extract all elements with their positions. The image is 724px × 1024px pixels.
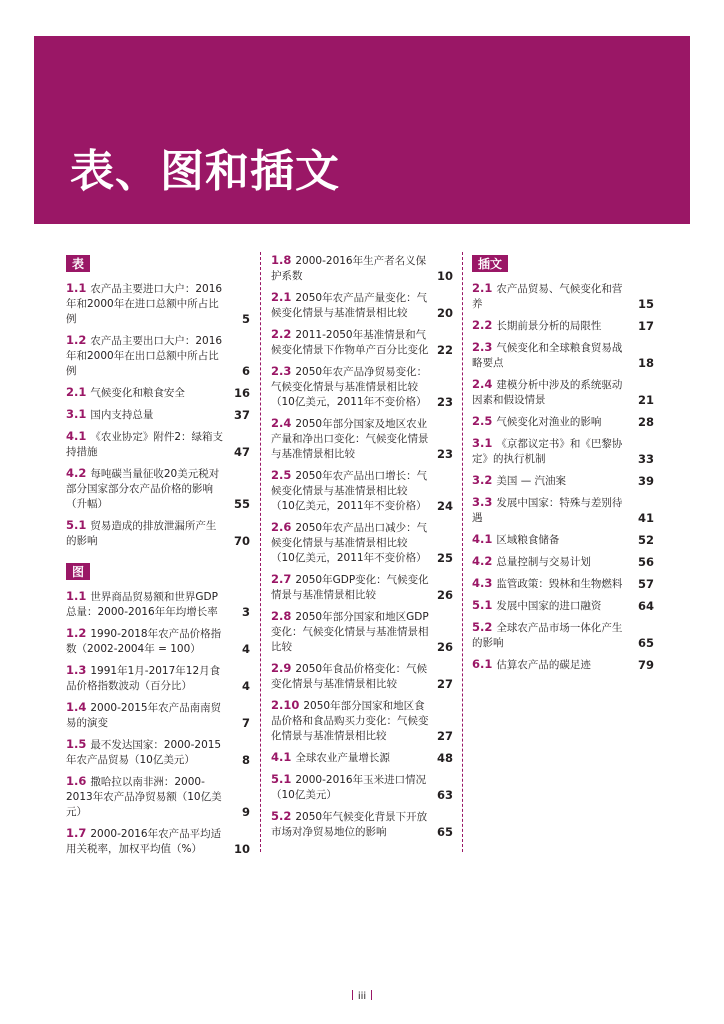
entry-title: 1991年1月-2017年12月食品价格指数波动（百分比） bbox=[66, 665, 221, 692]
entry-page-number: 55 bbox=[233, 497, 250, 511]
toc-column-2 bbox=[271, 253, 453, 846]
entry-page-number: 3 bbox=[241, 605, 250, 619]
entry-title: 发展中国家的进口融资 bbox=[496, 600, 602, 612]
entry-number: 4.3 bbox=[472, 576, 493, 590]
toc-entry[interactable] bbox=[66, 466, 250, 512]
entry-title: 2000-2015年农产品南南贸易的演变 bbox=[66, 702, 222, 729]
toc-entry[interactable] bbox=[66, 429, 250, 460]
toc-entry[interactable] bbox=[271, 698, 453, 744]
figures-list bbox=[66, 589, 250, 857]
toc-entry[interactable] bbox=[472, 473, 654, 489]
toc-entry[interactable] bbox=[66, 663, 250, 694]
entry-number: 2.8 bbox=[271, 609, 292, 623]
entry-title: 1990-2018年农产品价格指数（2002-2004年 = 100） bbox=[66, 628, 222, 655]
entry-number: 1.3 bbox=[66, 663, 87, 677]
entry-number: 2.10 bbox=[271, 698, 300, 712]
entry-page-number: 56 bbox=[637, 555, 654, 569]
entry-page-number: 17 bbox=[637, 319, 654, 333]
entry-number: 4.2 bbox=[66, 466, 87, 480]
entry-title: 2050年食品价格变化：气候变化情景与基准情景相比较 bbox=[271, 663, 428, 690]
entry-page-number: 23 bbox=[436, 447, 453, 461]
entry-page-number: 10 bbox=[233, 842, 250, 856]
entry-number: 1.7 bbox=[66, 826, 87, 840]
toc-entry[interactable] bbox=[271, 609, 453, 655]
entry-page-number: 16 bbox=[233, 386, 250, 400]
boxes-list bbox=[472, 281, 654, 673]
entry-number: 1.6 bbox=[66, 774, 87, 788]
entry-number: 4.1 bbox=[271, 750, 292, 764]
entry-title: 2050年农产品净贸易变化：气候变化情景与基准情景相比较（10亿美元，2011年不变价格） bbox=[271, 366, 428, 408]
entry-page-number: 64 bbox=[637, 599, 654, 613]
entry-title: 监管政策：毁林和生物燃料 bbox=[496, 578, 623, 590]
entry-title: 美国 — 汽油案 bbox=[496, 475, 567, 487]
entry-page-number: 65 bbox=[436, 825, 453, 839]
toc-entry[interactable] bbox=[66, 518, 250, 549]
entry-title: 2050年农产品产量变化：气候变化情景与基准情景相比较 bbox=[271, 292, 428, 319]
entry-title: 总量控制与交易计划 bbox=[496, 556, 591, 568]
entry-title: 农产品主要进口大户：2016年和2000年在进口总额中所占比例 bbox=[66, 283, 223, 325]
entry-number: 2.1 bbox=[472, 281, 493, 295]
entry-number: 1.1 bbox=[66, 589, 87, 603]
entry-page-number: 18 bbox=[637, 356, 654, 370]
entry-page-number: 10 bbox=[436, 269, 453, 283]
entry-page-number: 27 bbox=[436, 729, 453, 743]
entry-page-number: 33 bbox=[637, 452, 654, 466]
entry-page-number: 26 bbox=[436, 640, 453, 654]
title-banner bbox=[34, 36, 690, 224]
entry-title: 2050年部分国家和地区GDP变化：气候变化情景与基准情景相比较 bbox=[271, 611, 429, 653]
page-title: 表、图和插文 bbox=[70, 146, 340, 197]
entry-number: 2.3 bbox=[271, 364, 292, 378]
entry-title: 国内支持总量 bbox=[90, 409, 154, 421]
entry-title: 长期前景分析的局限性 bbox=[496, 320, 602, 332]
entry-page-number: 25 bbox=[436, 551, 453, 565]
entry-title: 2050年农产品出口增长：气候变化情景与基准情景相比较（10亿美元，2011年不变价格） bbox=[271, 470, 428, 512]
figures-section-label: 图 bbox=[66, 563, 90, 580]
entry-number: 2.3 bbox=[472, 340, 493, 354]
entry-page-number: 5 bbox=[241, 312, 250, 326]
entry-page-number: 48 bbox=[436, 751, 453, 765]
entry-number: 1.4 bbox=[66, 700, 87, 714]
toc-entry[interactable] bbox=[66, 700, 250, 731]
toc-entry[interactable] bbox=[66, 385, 250, 401]
footer-rule bbox=[371, 990, 372, 1000]
entry-page-number: 70 bbox=[233, 534, 250, 548]
toc-entry[interactable] bbox=[66, 589, 250, 620]
entry-number: 1.1 bbox=[66, 281, 87, 295]
entry-number: 3.3 bbox=[472, 495, 493, 509]
toc-entry[interactable] bbox=[271, 750, 453, 766]
column-divider bbox=[260, 252, 261, 852]
entry-page-number: 47 bbox=[233, 445, 250, 459]
entry-page-number: 21 bbox=[637, 393, 654, 407]
entry-page-number: 52 bbox=[637, 533, 654, 547]
toc-entry[interactable] bbox=[66, 774, 250, 820]
toc-entry[interactable] bbox=[472, 576, 654, 592]
column-divider bbox=[462, 252, 463, 852]
toc-entry[interactable] bbox=[472, 436, 654, 467]
entry-page-number: 20 bbox=[436, 306, 453, 320]
entry-title: 2000-2016年生产者名义保护系数 bbox=[271, 255, 427, 282]
entry-number: 4.1 bbox=[472, 532, 493, 546]
page-footer bbox=[0, 990, 724, 1002]
entry-number: 1.8 bbox=[271, 253, 292, 267]
toc-entry[interactable] bbox=[66, 826, 250, 857]
toc-entry[interactable] bbox=[472, 377, 654, 408]
entry-page-number: 26 bbox=[436, 588, 453, 602]
toc-entry[interactable] bbox=[66, 281, 250, 327]
entry-title: 2050年气候变化背景下开放市场对净贸易地位的影响 bbox=[271, 811, 428, 838]
entry-title: 全球农业产量增长源 bbox=[295, 752, 390, 764]
toc-entry[interactable] bbox=[472, 318, 654, 334]
toc-entry[interactable] bbox=[66, 333, 250, 379]
toc-entry[interactable] bbox=[271, 327, 453, 358]
toc-entry[interactable] bbox=[472, 657, 654, 673]
entry-number: 5.2 bbox=[271, 809, 292, 823]
toc-column-1 bbox=[66, 253, 250, 863]
entry-title: 农产品主要出口大户：2016年和2000年在出口总额中所占比例 bbox=[66, 335, 223, 377]
entry-number: 5.1 bbox=[472, 598, 493, 612]
toc-entry[interactable] bbox=[271, 772, 453, 803]
entry-title: 气候变化和粮食安全 bbox=[90, 387, 185, 399]
entry-title: 气候变化对渔业的影响 bbox=[496, 416, 602, 428]
entry-title: 贸易造成的排放泄漏所产生的影响 bbox=[66, 520, 217, 547]
toc-entry[interactable] bbox=[271, 364, 453, 410]
toc-entry[interactable] bbox=[472, 340, 654, 371]
toc-entry[interactable] bbox=[271, 572, 453, 603]
entry-title: 2000-2016年农产品平均适用关税率，加权平均值（%） bbox=[66, 828, 222, 855]
toc-entry[interactable] bbox=[472, 414, 654, 430]
tables-section-label: 表 bbox=[66, 255, 90, 272]
entry-title: 区域粮食储备 bbox=[496, 534, 560, 546]
entry-number: 3.1 bbox=[66, 407, 87, 421]
toc-entry[interactable] bbox=[472, 620, 654, 651]
entry-title: 《农业协定》附件2：绿箱支持措施 bbox=[66, 431, 224, 458]
toc-entry[interactable] bbox=[271, 809, 453, 840]
entry-number: 2.4 bbox=[271, 416, 292, 430]
entry-page-number: 4 bbox=[241, 642, 250, 656]
toc-entry[interactable] bbox=[271, 290, 453, 321]
entry-page-number: 15 bbox=[637, 297, 654, 311]
entry-page-number: 22 bbox=[436, 343, 453, 357]
entry-page-number: 65 bbox=[637, 636, 654, 650]
entry-title: 建模分析中涉及的系统驱动因素和假设情景 bbox=[472, 379, 623, 406]
entry-page-number: 23 bbox=[436, 395, 453, 409]
toc-entry[interactable] bbox=[271, 520, 453, 566]
toc-entry[interactable] bbox=[66, 737, 250, 768]
entry-title: 气候变化和全球粮食贸易战略要点 bbox=[472, 342, 623, 369]
entry-page-number: 6 bbox=[241, 364, 250, 378]
entry-number: 2.5 bbox=[271, 468, 292, 482]
entry-number: 4.2 bbox=[472, 554, 493, 568]
boxes-section-label: 插文 bbox=[472, 255, 508, 272]
entry-number: 2.2 bbox=[472, 318, 493, 332]
entry-title: 撒哈拉以南非洲：2000-2013年农产品净贸易额（10亿美元） bbox=[66, 776, 222, 818]
entry-title: 发展中国家：特殊与差别待遇 bbox=[472, 497, 623, 524]
toc-column-3 bbox=[472, 253, 654, 679]
entry-number: 5.2 bbox=[472, 620, 493, 634]
entry-number: 4.1 bbox=[66, 429, 87, 443]
toc-entry[interactable] bbox=[472, 281, 654, 312]
entry-number: 3.2 bbox=[472, 473, 493, 487]
entry-number: 1.2 bbox=[66, 333, 87, 347]
entry-page-number: 8 bbox=[241, 753, 250, 767]
entry-page-number: 27 bbox=[436, 677, 453, 691]
toc-entry[interactable] bbox=[472, 554, 654, 570]
entry-page-number: 28 bbox=[637, 415, 654, 429]
entry-title: 2050年部分国家及地区农业产量和净出口变化：气候变化情景与基准情景相比较 bbox=[271, 418, 429, 460]
entry-number: 2.1 bbox=[66, 385, 87, 399]
entry-page-number: 41 bbox=[637, 511, 654, 525]
figures-list-continued bbox=[271, 253, 453, 840]
toc-entry[interactable] bbox=[472, 495, 654, 526]
entry-number: 2.5 bbox=[472, 414, 493, 428]
entry-number: 2.2 bbox=[271, 327, 292, 341]
toc-entry[interactable] bbox=[472, 532, 654, 548]
entry-title: 农产品贸易、气候变化和营养 bbox=[472, 283, 623, 310]
entry-page-number: 9 bbox=[241, 805, 250, 819]
entry-number: 6.1 bbox=[472, 657, 493, 671]
page-number: iii bbox=[357, 991, 367, 1002]
entry-page-number: 57 bbox=[637, 577, 654, 591]
entry-number: 5.1 bbox=[271, 772, 292, 786]
entry-title: 最不发达国家：2000-2015年农产品贸易（10亿美元） bbox=[66, 739, 222, 766]
footer-rule bbox=[352, 990, 353, 1000]
entry-page-number: 7 bbox=[241, 716, 250, 730]
entry-page-number: 39 bbox=[637, 474, 654, 488]
entry-number: 5.1 bbox=[66, 518, 87, 532]
toc-entry[interactable] bbox=[271, 253, 453, 284]
entry-number: 1.2 bbox=[66, 626, 87, 640]
entry-page-number: 37 bbox=[233, 408, 250, 422]
entry-title: 2011-2050年基准情景和气候变化情景下作物单产百分比变化 bbox=[271, 329, 429, 356]
entry-number: 2.4 bbox=[472, 377, 493, 391]
entry-number: 2.6 bbox=[271, 520, 292, 534]
entry-title: 世界商品贸易额和世界GDP总量：2000-2016年年均增长率 bbox=[66, 591, 218, 618]
entry-title: 2050年部分国家和地区食品价格和食品购买力变化：气候变化情景与基准情景相比较 bbox=[271, 700, 429, 742]
entry-title: 2000-2016年玉米进口情况（10亿美元） bbox=[271, 774, 427, 801]
entry-number: 3.1 bbox=[472, 436, 493, 450]
toc-entry[interactable] bbox=[271, 661, 453, 692]
toc-entry[interactable] bbox=[271, 468, 453, 514]
tables-list bbox=[66, 281, 250, 549]
entry-number: 2.7 bbox=[271, 572, 292, 586]
entry-page-number: 79 bbox=[637, 658, 654, 672]
entry-page-number: 4 bbox=[241, 679, 250, 693]
entry-page-number: 63 bbox=[436, 788, 453, 802]
entry-number: 2.1 bbox=[271, 290, 292, 304]
toc-entry[interactable] bbox=[66, 626, 250, 657]
entry-title: 每吨碳当量征收20美元税对部分国家部分农产品价格的影响（升幅） bbox=[66, 468, 220, 510]
toc-entry[interactable] bbox=[271, 416, 453, 462]
toc-entry[interactable] bbox=[472, 598, 654, 614]
entry-number: 1.5 bbox=[66, 737, 87, 751]
entry-title: 估算农产品的碳足迹 bbox=[496, 659, 591, 671]
entry-title: 《京都议定书》和《巴黎协定》的执行机制 bbox=[472, 438, 623, 465]
entry-page-number: 24 bbox=[436, 499, 453, 513]
entry-title: 全球农产品市场一体化产生的影响 bbox=[472, 622, 623, 649]
entry-title: 2050年GDP变化：气候变化情景与基准情景相比较 bbox=[271, 574, 429, 601]
entry-title: 2050年农产品出口减少：气候变化情景与基准情景相比较（10亿美元，2011年不变价格） bbox=[271, 522, 428, 564]
toc-entry[interactable] bbox=[66, 407, 250, 423]
entry-number: 2.9 bbox=[271, 661, 292, 675]
